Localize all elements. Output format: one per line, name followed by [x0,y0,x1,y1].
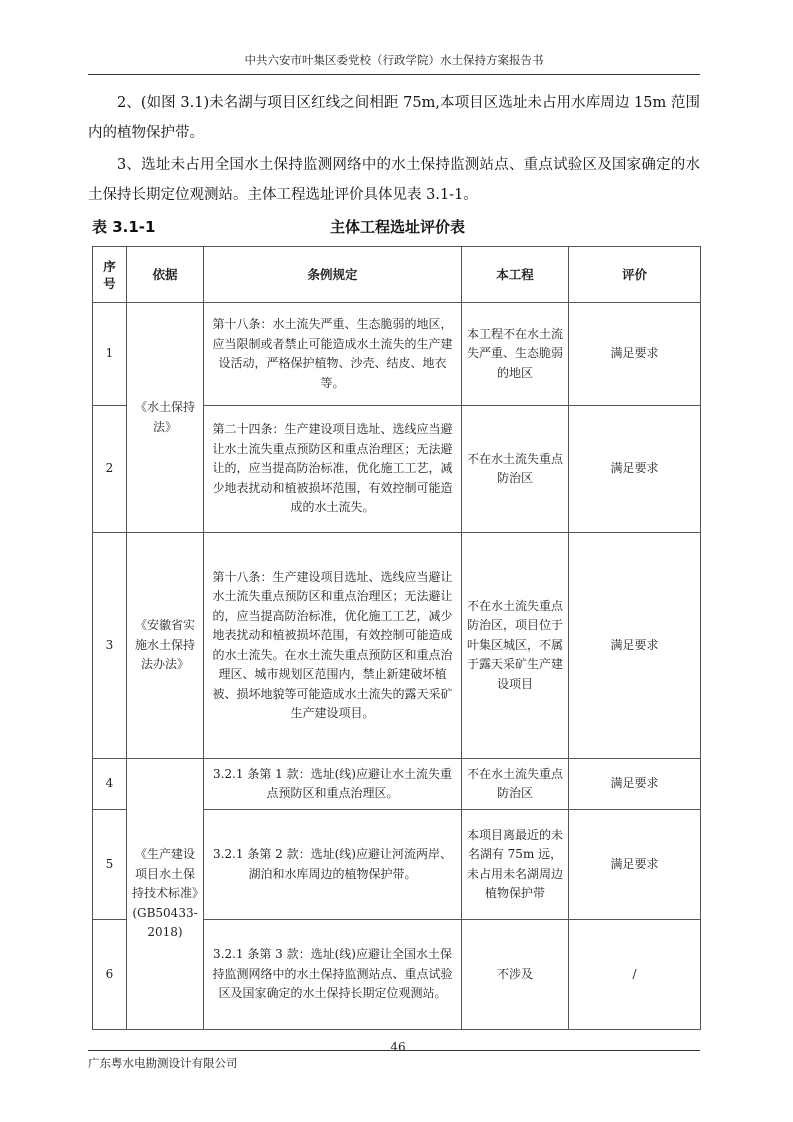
basis-cell: 《安徽省实施水土保持法办法》 [127,533,204,759]
page-number: 46 [390,1040,406,1054]
footer-rule [88,1050,700,1051]
paragraph-3: 3、选址未占用全国水土保持监测网络中的水土保持监测站点、重点试验区及国家确定的水土保持长期定位观测站。主体工程选址评价具体见表 3.1-1。 [88,157,700,203]
table-header-row [93,247,701,303]
eval-cell: 满足要求 [569,759,701,810]
page-header: 中共六安市叶集区委党校（行政学院）水土保持方案报告书 [244,53,544,67]
project-cell: 本工程不在水土流失严重、生态脆弱的地区 [462,303,569,406]
site-evaluation-table [92,246,701,1030]
eval-cell: 满足要求 [569,533,701,759]
project-cell: 不涉及 [462,920,569,1030]
paragraph-2: 2、(如图 3.1)未名湖与项目区红线之间相距 75m,本项目区选址未占用水库周边 15m 范围内的植物保护带。 [88,95,700,141]
eval-cell: 满足要求 [569,303,701,406]
rule-cell: 第二十四条：生产建设项目选址、选线应当避让水土流失重点预防区和重点治理区；无法避让的，应当提高防治标准，优化施工工艺，减少地表扰动和植被损坏范围，有效控制可能造成的水土流失。 [204,406,462,533]
table-title: 主体工程选址评价表 [330,218,466,236]
row-no: 5 [93,810,127,920]
row-no: 1 [93,303,127,406]
project-cell: 不在水土流失重点防治区，项目位于叶集区城区，不属于露天采矿生产建设项目 [462,533,569,759]
rule-cell: 第十八条：水土流失严重、生态脆弱的地区，应当限制或者禁止可能造成水土流失的生产建设活动，严格保护植物、沙壳、结皮、地衣等。 [204,303,462,406]
eval-cell: 满足要求 [569,406,701,533]
header-no: 序号 [93,247,127,303]
footer-company: 广东粤水电勘测设计有限公司 [88,1056,238,1070]
table-number: 表 3.1-1 [92,218,156,236]
project-cell: 本项目离最近的未名湖有 75m 远，未占用未名湖周边植物保护带 [462,810,569,920]
header-rule [88,74,700,75]
header-basis: 依据 [127,247,204,303]
table-row [93,759,701,810]
row-no: 6 [93,920,127,1030]
table-row [93,303,701,406]
basis-cell: 《水土保持法》 [127,303,204,533]
rule-cell: 3.2.1 条第 1 款：选址(线)应避让水土流失重点预防区和重点治理区。 [204,759,462,810]
header-project: 本工程 [462,247,569,303]
table-caption [92,216,700,240]
rule-cell: 3.2.1 条第 2 款：选址(线)应避让河流两岸、湖泊和水库周边的植物保护带。 [204,810,462,920]
basis-cell: 《生产建设项目水土保持技术标准》(GB50433-2018) [127,759,204,1030]
rule-cell: 3.2.1 条第 3 款：选址(线)应避让全国水土保持监测网络中的水土保持监测站点、重点试验区及国家确定的水土保持长期定位观测站。 [204,920,462,1030]
table-row [93,533,701,759]
rule-cell: 第十八条：生产建设项目选址、选线应当避让水土流失重点预防区和重点治理区；无法避让的，应当提高防治标准，优化施工工艺，减少地表扰动和植被损坏范围，有效控制可能造成的水土流失。在水土流失重点预防区和重点治理区、城市规划区范围内，禁止新建破坏植被、损坏地貌等可能造成水土流失的露天采矿生产建设项目。 [204,533,462,759]
row-no: 3 [93,533,127,759]
row-no: 2 [93,406,127,533]
eval-cell: 满足要求 [569,810,701,920]
header-rule: 条例规定 [204,247,462,303]
row-no: 4 [93,759,127,810]
project-cell: 不在水土流失重点防治区 [462,759,569,810]
header-eval: 评价 [569,247,701,303]
project-cell: 不在水土流失重点防治区 [462,406,569,533]
eval-cell: / [569,920,701,1030]
